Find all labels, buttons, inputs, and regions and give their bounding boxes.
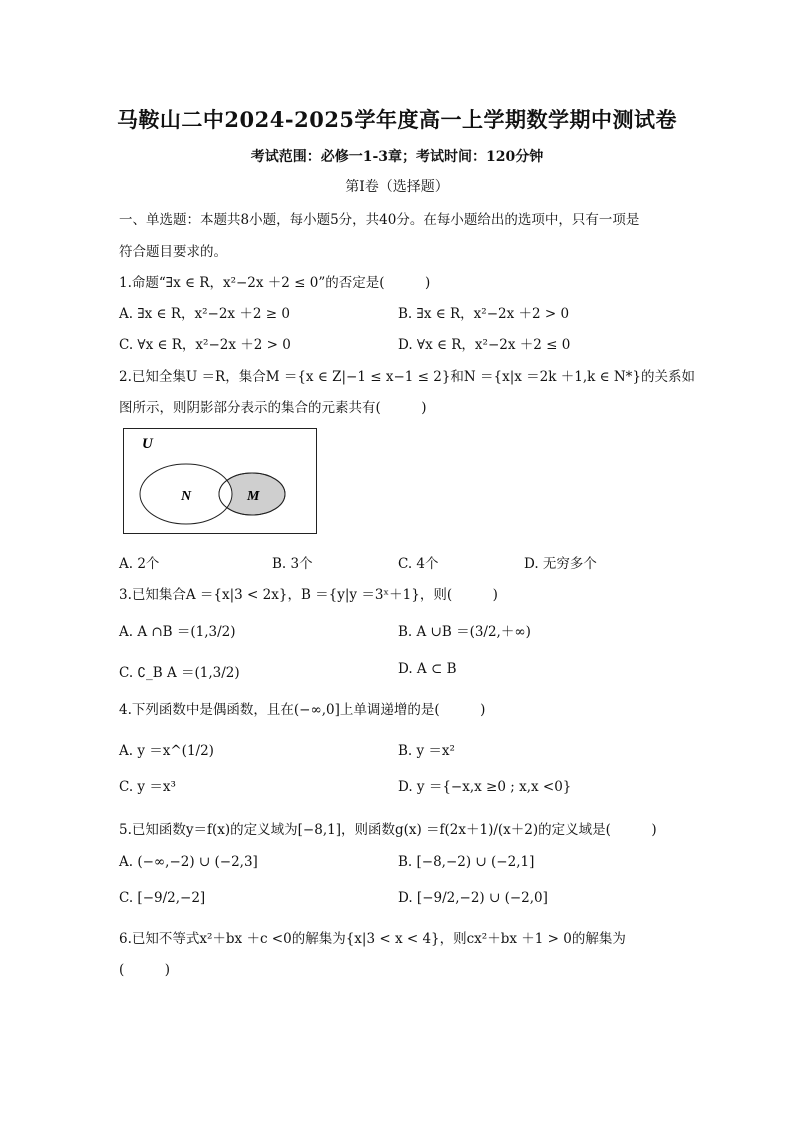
universe-label: U bbox=[142, 436, 153, 452]
question-5-option-d: D. [−9/2,−2) ∪ (−2,0] bbox=[398, 890, 548, 906]
question-3-option-b: B. A ∪B ＝(3/2,＋∞) bbox=[398, 624, 531, 640]
question-3-option-d: D. A ⊂ B bbox=[398, 661, 457, 677]
section-instructions-line1: 一、单选题：本题共8小题，每小题5分，共40分。在每小题给出的选项中，只有一项是 bbox=[119, 212, 640, 228]
question-4-option-d: D. y ＝{−x,x ≥0 ; x,x <0} bbox=[398, 779, 572, 795]
question-3-stem: 3.已知集合A ＝{x|3 < 2x}，B ＝{y|y ＝3ˣ＋1}，则( ) bbox=[119, 587, 498, 603]
question-4-option-c: C. y ＝x³ bbox=[119, 779, 176, 795]
section-instructions-line2: 符合题目要求的。 bbox=[119, 244, 227, 260]
question-2-stem-line1: 2.已知全集U ＝R，集合M ＝{x ∈ Z|−1 ≤ x−1 ≤ 2}和N ＝{x|x ＝2k ＋1,k ∈ N*}的关系如 bbox=[119, 369, 696, 385]
question-2-option-b: B. 3个 bbox=[272, 556, 313, 572]
question-2-option-c: C. 4个 bbox=[398, 556, 439, 572]
question-6-stem-line2: ( ) bbox=[119, 962, 171, 978]
question-5-stem: 5.已知函数y＝f(x)的定义域为[−8,1]，则函数g(x) ＝f(2x＋1)/(x＋2)的定义域是( ) bbox=[119, 822, 657, 838]
question-2-option-d: D. 无穷多个 bbox=[524, 556, 597, 572]
question-1-option-c: C. ∀x ∈ R，x²−2x ＋2 > 0 bbox=[119, 337, 291, 353]
exam-title: 马鞍山二中2024-2025学年度高一上学期数学期中测试卷 bbox=[116, 107, 678, 132]
question-2-stem-line2: 图所示，则阴影部分表示的集合的元素共有( ) bbox=[119, 400, 427, 416]
question-5-option-b: B. [−8,−2) ∪ (−2,1] bbox=[398, 854, 535, 870]
question-3-option-a: A. A ∩B ＝(1,3/2) bbox=[119, 624, 236, 640]
set-m-label: M bbox=[247, 489, 260, 504]
question-4-option-a: A. y ＝x^(1/2) bbox=[119, 743, 214, 759]
set-n-label: N bbox=[181, 489, 192, 504]
question-4-stem: 4.下列函数中是偶函数，且在(−∞,0]上单调递增的是( ) bbox=[119, 702, 486, 718]
venn-diagram bbox=[123, 428, 317, 534]
question-5-option-a: A. (−∞,−2) ∪ (−2,3] bbox=[119, 854, 258, 870]
question-6-stem-line1: 6.已知不等式x²＋bx ＋c <0的解集为{x|3 < x < 4}，则cx²＋bx ＋1 > 0的解集为 bbox=[119, 931, 626, 947]
question-1-option-b: B. ∃x ∈ R，x²−2x ＋2 > 0 bbox=[398, 306, 570, 322]
question-1-option-d: D. ∀x ∈ R，x²−2x ＋2 ≤ 0 bbox=[398, 337, 571, 353]
exam-info: 考试范围：必修一1-3章；考试时间：120分钟 bbox=[250, 149, 544, 165]
question-1-stem: 1.命题“∃x ∈ R，x²−2x ＋2 ≤ 0”的否定是( ) bbox=[119, 275, 431, 291]
question-1-option-a: A. ∃x ∈ R，x²−2x ＋2 ≥ 0 bbox=[119, 306, 290, 322]
venn-svg bbox=[124, 429, 316, 533]
question-3-option-c: C. ∁_B A ＝(1,3/2) bbox=[119, 665, 240, 681]
volume-heading: 第I卷（选择题） bbox=[345, 179, 449, 195]
question-5-option-c: C. [−9/2,−2] bbox=[119, 890, 206, 906]
question-4-option-b: B. y ＝x² bbox=[398, 743, 455, 759]
question-2-option-a: A. 2个 bbox=[119, 556, 160, 572]
